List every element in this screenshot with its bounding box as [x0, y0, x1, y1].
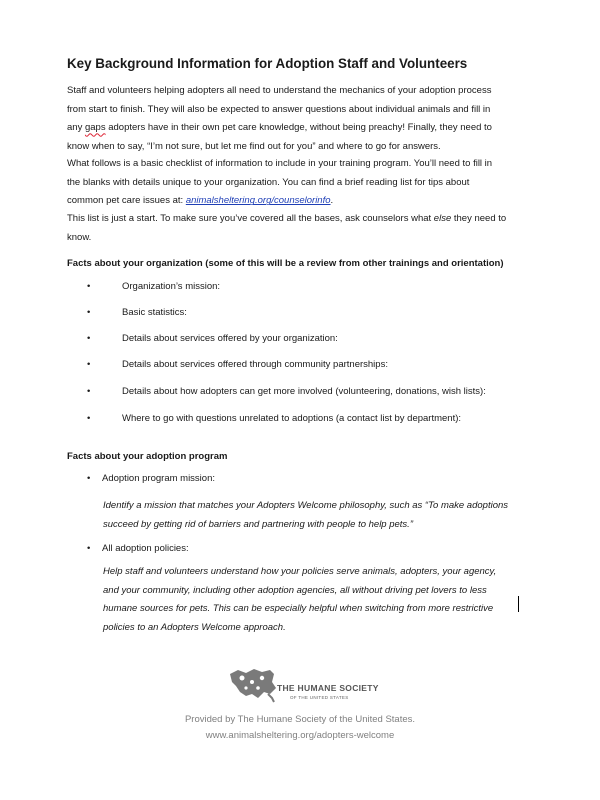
- intro-paragraph: [67, 82, 537, 157]
- logo-name: THE HUMANE SOCIETY: [277, 683, 379, 693]
- spellcheck-word[interactable]: gaps: [84, 122, 106, 134]
- mission-note-line-2: succeed by getting rid of barriers and partnering with people to help pets.”: [103, 518, 413, 530]
- bullet: •: [87, 359, 91, 370]
- intro-line-2: from start to finish. They will also be expected to answer questions about individual animals and fill in: [67, 103, 491, 115]
- start-line-1a: This list is just a start. To make sure you’ve covered all the bases, ask counselors what: [67, 213, 434, 224]
- document-title: Key Background Information for Adoption Staff and Volunteers: [67, 56, 468, 71]
- org-item-label: Where to go with questions unrelated to adoptions (a contact list by department):: [122, 413, 462, 424]
- start-line-1b: they need to: [451, 213, 507, 224]
- bullet: •: [87, 307, 91, 318]
- org-item: [0, 331, 600, 347]
- bullet: •: [87, 281, 91, 292]
- org-item: [0, 357, 600, 373]
- bullet: •: [87, 333, 91, 344]
- program-heading: Facts about your adoption program: [67, 451, 228, 462]
- program-policies-item: [87, 541, 387, 557]
- intro-line-1: Staff and volunteers helping adopters all need to understand the mechanics of your adoption process: [67, 85, 492, 96]
- bullet: •: [87, 543, 91, 554]
- footer-url: www.animalsheltering.org/adopters-welcome: [205, 730, 395, 741]
- intro-line-4: know when to say, “I’m not sure, but let me find out for you” and where to go for answers.: [67, 141, 441, 153]
- policies-note-line-2: and your community, including other adoption agencies, all without driving pet lovers to less: [103, 584, 487, 596]
- org-item: [0, 305, 600, 321]
- program-policies-label: All adoption policies:: [102, 543, 189, 554]
- checklist-line-3a: common pet care issues at:: [67, 195, 186, 207]
- bullet: •: [87, 386, 91, 397]
- checklist-line-3b: .: [330, 195, 334, 207]
- org-item-label: Details about how adopters can get more involved (volunteering, donations, wish lists):: [122, 386, 486, 397]
- org-item: [0, 411, 600, 427]
- policies-note-line-1: Help staff and volunteers understand how your policies serve animals, adopters, your agency,: [103, 566, 497, 577]
- org-heading: Facts about your organization (some of this will be a review from other trainings and orientation): [67, 258, 504, 269]
- start-paragraph: [67, 210, 537, 247]
- org-item-label: Details about services offered through community partnerships:: [122, 359, 388, 370]
- policies-note-line-4: policies to an Adopters Welcome approach.: [103, 622, 286, 634]
- intro-line-3b: adopters have in their own pet care knowledge, without being preachy! Finally, they need to: [105, 122, 492, 134]
- start-line-2: know.: [67, 231, 92, 243]
- counselorinfo-link[interactable]: animalsheltering.org/counselorinfo: [185, 195, 331, 207]
- checklist-line-2: the blanks with details unique to your organization. You can find a brief reading list for tips about: [67, 176, 470, 188]
- checklist-line-1: What follows is a basic checklist of information to include in your training program. You’ll need to fill in: [67, 158, 493, 169]
- text-cursor: [518, 596, 519, 612]
- program-mission-item: [87, 471, 387, 487]
- org-item-label: Basic statistics:: [122, 307, 187, 318]
- start-emphasis: else: [433, 213, 452, 224]
- footer-provided-by: Provided by The Humane Society of the United States.: [184, 714, 416, 725]
- program-policies-note: [103, 563, 543, 638]
- org-item-label: Details about services offered by your organization:: [122, 333, 338, 344]
- program-mission-label: Adoption program mission:: [102, 473, 215, 484]
- bullet: •: [87, 473, 91, 484]
- org-item-label: Organization’s mission:: [122, 281, 221, 292]
- mission-note-line-1: Identify a mission that matches your Adopters Welcome philosophy, such as “To make adoptions: [103, 500, 509, 511]
- org-item: [0, 384, 600, 400]
- intro-line-3a: any: [67, 122, 85, 134]
- policies-note-line-3: humane sources for pets. This can be especially helpful when switching from more restrictive: [103, 603, 494, 615]
- org-item: [0, 279, 600, 295]
- checklist-paragraph: [67, 155, 537, 211]
- program-mission-note: [103, 497, 543, 534]
- logo-subtitle: OF THE UNITED STATES: [290, 695, 349, 700]
- bullet: •: [87, 413, 91, 424]
